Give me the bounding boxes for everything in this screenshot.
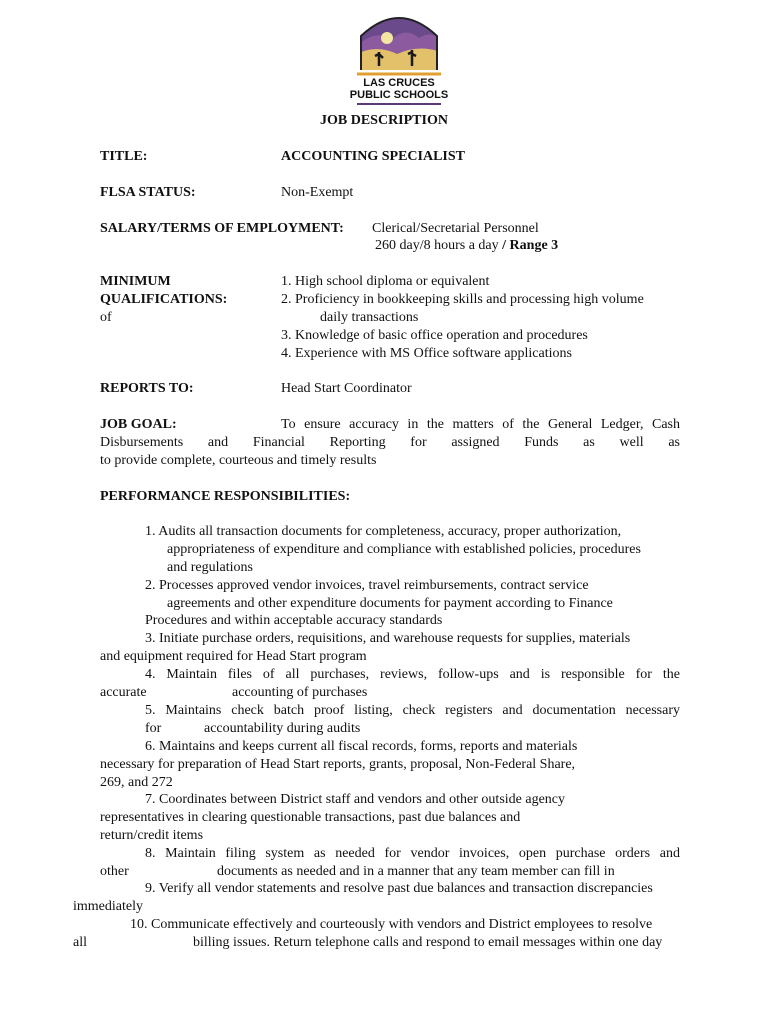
responsibility-line: return/credit items (100, 828, 204, 843)
salary-days: 260 day/8 hours a day (375, 238, 499, 253)
title-label: TITLE: (100, 149, 148, 164)
responsibility-line: documents as needed and in a manner that any team member can fill in (217, 864, 615, 879)
responsibility-line: and regulations (167, 560, 253, 575)
responsibility-line: all (73, 935, 87, 950)
responsibility-line: 3. Initiate purchase orders, requisitions, and warehouse requests for supplies, materials (145, 631, 631, 646)
responsibility-line: 7. Coordinates between District staff and vendors and other outside agency (145, 792, 566, 807)
salary-line1: Clerical/Secretarial Personnel (372, 221, 539, 236)
title-value: ACCOUNTING SPECIALIST (281, 149, 465, 164)
responsibility-line: and equipment required for Head Start program (100, 649, 367, 664)
responsibility-line: accounting of purchases (232, 685, 368, 700)
responsibility-line: 5. Maintains check batch proof listing, check registers and documentation necessary (145, 703, 680, 718)
job-goal-line3: to provide complete, courteous and timely results (100, 453, 377, 468)
responsibility-line: 8. Maintain filing system as needed for vendor invoices, open purchase orders and (145, 846, 680, 861)
responsibility-line: 4. Maintain files of all purchases, reviews, follow-ups and is responsible for the (145, 667, 680, 682)
job-goal-line1: To ensure accuracy in the matters of the General Ledger, Cash (281, 417, 680, 432)
job-goal-line2: Disbursements and Financial Reporting for assigned Funds as well as (100, 435, 680, 450)
responsibility-line: 1. Audits all transaction documents for completeness, accuracy, proper authorization, (145, 524, 622, 539)
reports-to-value: Head Start Coordinator (281, 381, 412, 396)
flsa-value: Non-Exempt (281, 185, 354, 200)
document-title: JOB DESCRIPTION (320, 113, 448, 128)
salary-line2 (375, 237, 558, 254)
responsibility-line: billing issues. Return telephone calls and respond to email messages within one day (193, 935, 663, 950)
logo-line1: LAS CRUCES (363, 77, 435, 89)
logo-line2: PUBLIC SCHOOLS (349, 89, 449, 101)
reports-to-label: REPORTS TO: (100, 381, 194, 396)
responsibility-line: 10. Communicate effectively and courteously with vendors and District employees to resolve (130, 917, 653, 932)
qualification-item: daily transactions (320, 310, 419, 325)
responsibility-line: immediately (73, 899, 143, 914)
las-cruces-public-schools-logo (349, 14, 449, 106)
qualification-item: 3. Knowledge of basic office operation and procedures (281, 328, 588, 343)
qualifications-label-1: MINIMUM (100, 274, 171, 289)
responsibility-line: accurate (100, 685, 147, 700)
responsibility-line: for (145, 721, 162, 736)
responsibility-line: 2. Processes approved vendor invoices, travel reimbursements, contract service (145, 578, 589, 593)
responsibility-line: 269, and 272 (100, 775, 173, 790)
qualification-item: 2. Proficiency in bookkeeping skills and processing high volume (281, 292, 644, 307)
responsibility-line: Procedures and within acceptable accuracy standards (145, 613, 443, 628)
responsibilities-heading: PERFORMANCE RESPONSIBILITIES: (100, 489, 351, 504)
qualifications-label-3: of (100, 310, 112, 325)
salary-range: / Range 3 (498, 238, 559, 253)
responsibility-line: other (100, 864, 129, 879)
flsa-label: FLSA STATUS: (100, 185, 196, 200)
qualification-item: 4. Experience with MS Office software applications (281, 346, 572, 361)
responsibility-line: agreements and other expenditure documents for payment according to Finance (167, 596, 613, 611)
responsibility-line: necessary for preparation of Head Start reports, grants, proposal, Non-Federal Share, (100, 757, 576, 772)
qualification-item: 1. High school diploma or equivalent (281, 274, 490, 289)
responsibility-line: appropriateness of expenditure and compliance with established policies, procedures (167, 542, 641, 557)
responsibility-line: accountability during audits (204, 721, 361, 736)
responsibility-line: representatives in clearing questionable transactions, past due balances and (100, 810, 521, 825)
responsibility-line: 6. Maintains and keeps current all fiscal records, forms, reports and materials (145, 739, 578, 754)
salary-label: SALARY/TERMS OF EMPLOYMENT: (100, 221, 344, 236)
job-goal-label: JOB GOAL: (100, 417, 177, 432)
responsibility-line: 9. Verify all vendor statements and resolve past due balances and transaction discrepancies (145, 881, 653, 896)
qualifications-label-2: QUALIFICATIONS: (100, 292, 228, 307)
